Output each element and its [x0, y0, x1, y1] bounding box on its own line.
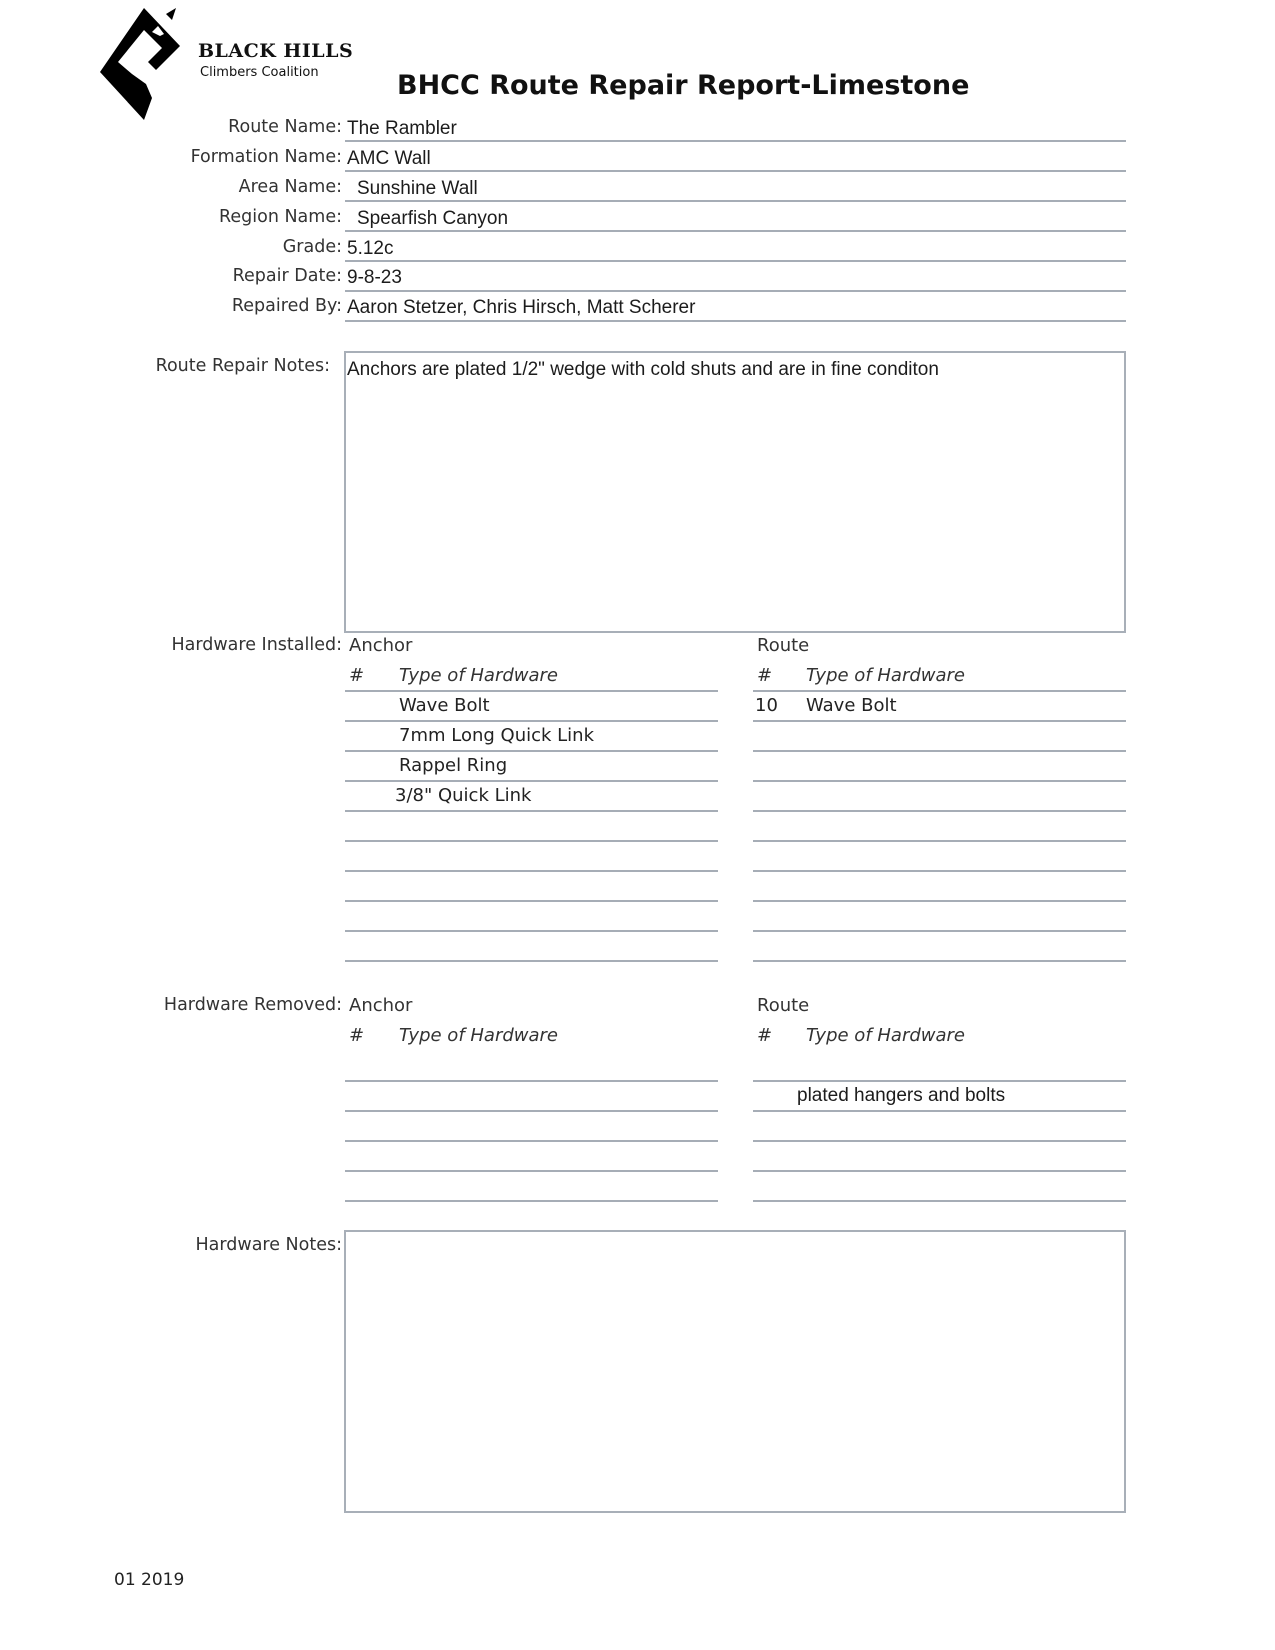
col-type-header: Type of Hardware	[399, 1025, 558, 1046]
removed-route-heading: Route	[757, 995, 810, 1016]
col-num-header: #	[349, 665, 365, 686]
installed-anchor-heading: Anchor	[349, 635, 413, 656]
field-label: Area Name:	[238, 177, 342, 197]
region-name-input[interactable]: Spearfish Canyon	[357, 208, 509, 229]
repair-notes-textarea[interactable]	[344, 351, 1126, 633]
field-label: Grade:	[282, 237, 342, 257]
grade-input[interactable]: 5.12c	[347, 238, 394, 259]
hardware-notes-textarea[interactable]	[344, 1230, 1126, 1513]
table-row[interactable]: Rappel Ring	[399, 755, 508, 776]
field-label: Region Name:	[219, 207, 342, 227]
col-num-header: #	[349, 1025, 365, 1046]
repair-notes-text: Anchors are plated 1/2" wedge with cold shuts and are in fine conditon	[347, 359, 939, 380]
repaired-by-input[interactable]: Aaron Stetzer, Chris Hirsch, Matt Scherer	[347, 297, 696, 318]
hardware-installed-label: Hardware Installed:	[171, 635, 342, 655]
repair-date-input[interactable]: 9-8-23	[347, 267, 402, 288]
col-num-header: #	[757, 665, 773, 686]
table-row[interactable]: Wave Bolt	[806, 695, 897, 716]
repair-notes-label: Route Repair Notes:	[155, 356, 330, 376]
hardware-notes-label: Hardware Notes:	[195, 1235, 342, 1255]
page-title: BHCC Route Repair Report-Limestone	[397, 70, 970, 101]
col-type-header: Type of Hardware	[806, 1025, 965, 1046]
field-label: Repaired By:	[231, 296, 342, 316]
col-type-header: Type of Hardware	[399, 665, 558, 686]
brand-subtitle: Climbers Coalition	[200, 65, 319, 80]
route-name-input[interactable]: The Rambler	[347, 118, 457, 139]
hardware-removed-label: Hardware Removed:	[163, 995, 342, 1015]
bhcc-logo	[92, 6, 192, 128]
col-num-header: #	[757, 1025, 773, 1046]
table-row[interactable]: 3/8" Quick Link	[395, 785, 532, 806]
table-row[interactable]: Wave Bolt	[399, 695, 490, 716]
field-label: Route Name:	[228, 117, 342, 137]
brand-name: BLACK HILLS	[198, 40, 354, 62]
area-name-input[interactable]: Sunshine Wall	[357, 178, 478, 199]
installed-route-heading: Route	[757, 635, 810, 656]
form-version: 01 2019	[114, 1570, 185, 1590]
table-row[interactable]: plated hangers and bolts	[797, 1085, 1006, 1106]
formation-name-input[interactable]: AMC Wall	[347, 148, 431, 169]
col-type-header: Type of Hardware	[806, 665, 965, 686]
field-label: Repair Date:	[232, 266, 342, 286]
table-row[interactable]: 7mm Long Quick Link	[399, 725, 595, 746]
table-row-num[interactable]: 10	[755, 695, 778, 716]
field-label: Formation Name:	[190, 147, 342, 167]
removed-anchor-heading: Anchor	[349, 995, 413, 1016]
